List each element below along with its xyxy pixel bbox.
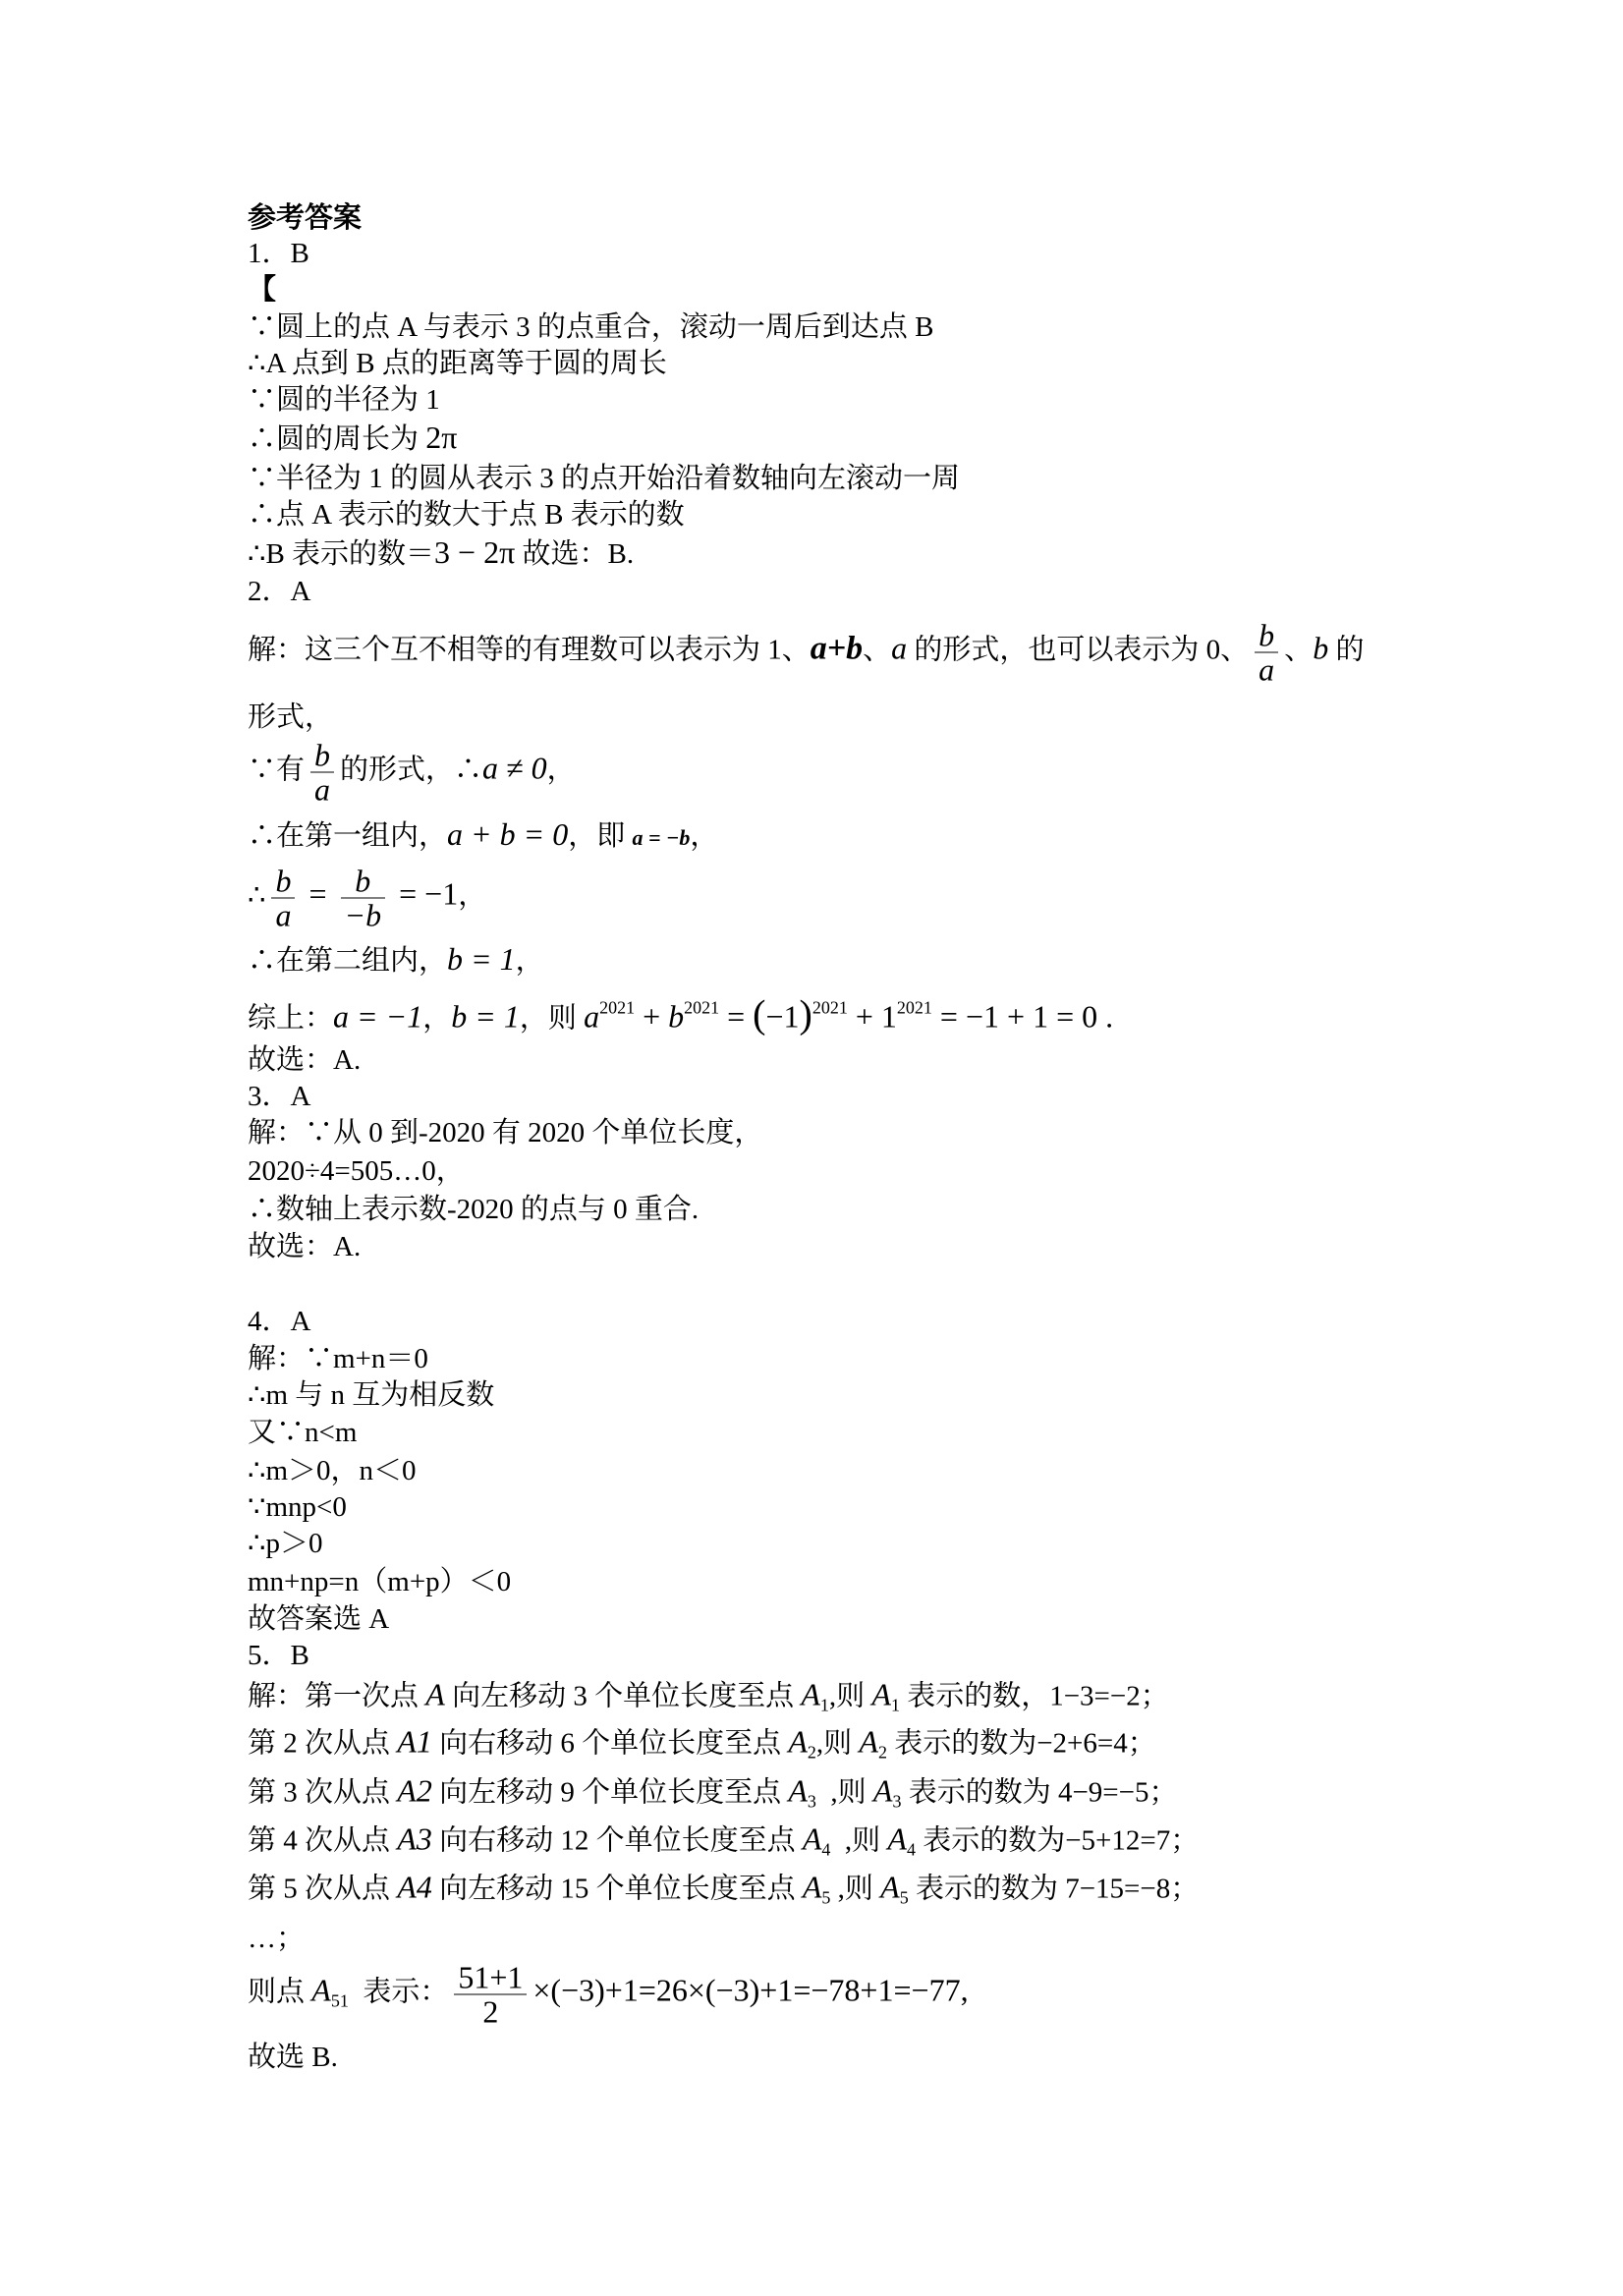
q5-step-2-text-4: 表示的数为−2+6=4； (886, 1727, 1156, 1760)
fraction-denominator: a (314, 771, 331, 808)
q5-step-4-text-1: 第 4 次从点 (248, 1824, 398, 1857)
q5-step-6-expression: ×(−3)+1=26×(−3)+1=−78+1=−77, (532, 1972, 969, 2008)
q5-step-1-text-3: ,则 (828, 1680, 872, 1712)
q5-conclusion: 故选 B. (248, 2042, 338, 2073)
q1-step-5: ∵半径为 1 的圆从表示 3 的点开始沿着数轴向左滚动一周 (248, 463, 961, 494)
q4-answer: 4．A (248, 1306, 311, 1337)
q5-step-6 (248, 1961, 969, 2029)
q4-step-4: ∴m＞0，n＜0 (248, 1455, 417, 1486)
q2-step-2-math: a ≠ 0 (482, 750, 547, 786)
q5-step-3-text-4: 表示的数为 4−9=−5； (901, 1776, 1178, 1809)
q2-step-3-text-2: ，即 (568, 820, 633, 852)
q2-step-3-math-2: a = −b (632, 825, 691, 850)
q2-step-3-math-1: a + b = 0 (447, 816, 569, 852)
q5-step-4-point-a-2: A (887, 1820, 907, 1857)
q2-step-1-continued: 形式， (248, 701, 334, 733)
q2-step-1 (248, 619, 1364, 687)
q1-step-7 (248, 533, 634, 573)
q5-step-6-point-a: A (311, 1972, 331, 2008)
q2-step-2 (248, 739, 576, 807)
q2-step-5-text-1: ∴在第二组内， (248, 945, 448, 977)
q2-step-2-text-2: 的形式，∴ (340, 754, 483, 786)
q5-step-1 (248, 1676, 1169, 1724)
q2-step-6-math-2: b = 1 (451, 998, 520, 1035)
q1-bracket: 【 (248, 274, 277, 306)
q5-step-4-subscript: 4 (821, 1839, 831, 1860)
q5-step-3-subscript-2: 3 (892, 1791, 902, 1812)
fraction-numerator: b (341, 865, 386, 899)
q2-step-6-right-paren: ) (799, 991, 812, 1036)
q5-step-4-point-a: A (802, 1820, 822, 1857)
q5-answer: 5．B (248, 1640, 309, 1671)
q5-step-4-text-2: 向右移动 12 个单位长度至点 (431, 1824, 803, 1857)
q2-step-6-equals-1: = (719, 998, 754, 1035)
q5-step-3-point-a: A (788, 1772, 808, 1809)
q2-step-6 (248, 989, 1113, 1037)
q1-step-7-tail: 故选：B. (515, 538, 635, 570)
q5-step-1-text-1: 解：第一次点 (248, 1680, 426, 1712)
q2-step-6-exponent-4: 2021 (896, 997, 932, 1018)
q2-step-2-text-1: ∵有 (248, 754, 306, 786)
q5-step-4-point: A3 (397, 1820, 432, 1857)
q1-step-2: ∴A 点到 B 点的距离等于圆的周长 (248, 348, 667, 379)
q2-step-1-text-5: 的 (1328, 634, 1365, 666)
q2-step-6-base-b: b (668, 998, 685, 1035)
q5-step-1-subscript-2: 1 (890, 1695, 900, 1715)
q5-step-5-point: A4 (397, 1869, 432, 1905)
q2-step-1-text-3: 的形式，也可以表示为 0、 (907, 634, 1250, 666)
q2-step-6-plus-2: + (847, 998, 881, 1035)
q4-step-1: 解：∵m+n＝0 (248, 1343, 428, 1374)
q5-step-2-text-2: 向右移动 6 个单位长度至点 (431, 1727, 789, 1760)
q4-step-3: 又∵n<m (248, 1417, 358, 1448)
q2-step-5-text-2: ， (515, 945, 544, 977)
q5-step-3-text-1: 第 3 次从点 (248, 1776, 398, 1809)
q5-step-5-subscript-2: 5 (899, 1887, 909, 1908)
q5-ellipsis: …； (248, 1923, 306, 1954)
q2-step-1-var-a: a (891, 630, 908, 666)
q1-step-1: ∵圆上的点 A 与表示 3 的点重合，滚动一周后到达点 B (248, 311, 934, 343)
q5-step-2-text-1: 第 2 次从点 (248, 1727, 398, 1760)
q5-step-3 (248, 1772, 1178, 1820)
q5-step-3-point: A2 (397, 1772, 432, 1809)
fraction-denominator: a (1259, 651, 1275, 688)
q5-step-4-text-4: 表示的数为−5+12=7； (915, 1824, 1200, 1857)
fraction-numerator: b (1255, 619, 1278, 653)
q5-step-2 (248, 1723, 1156, 1771)
q5-step-5-point-a-2: A (880, 1869, 900, 1905)
q2-step-3-text-1: ∴在第一组内， (248, 820, 448, 852)
q4-step-5: ∵mnp<0 (248, 1491, 347, 1523)
q2-step-4-result: = −1 (391, 875, 459, 912)
fraction-numerator: b (310, 739, 334, 773)
q1-step-4 (248, 419, 457, 458)
q3-conclusion: 故选：A. (248, 1231, 362, 1262)
q2-step-4-fraction-1 (271, 865, 295, 932)
q5-step-3-text-3: ,则 (815, 1776, 873, 1809)
q2-step-1-text-4: 、 (1284, 634, 1314, 666)
q5-step-2-point: A1 (397, 1723, 432, 1760)
q5-step-2-point-a: A (788, 1723, 808, 1760)
q2-step-6-neg-one: −1 (765, 998, 800, 1035)
fraction-numerator: 51+1 (454, 1961, 527, 1995)
q2-conclusion: 故选：A. (248, 1044, 362, 1076)
q2-step-3-text-3: ， (690, 820, 719, 852)
q2-step-6-result: = −1 + 1 = 0 (931, 998, 1098, 1035)
q4-conclusion: 故答案选 A (248, 1603, 390, 1635)
q1-step-4-math: 2π (425, 420, 458, 455)
q5-step-1-point-a-2: A (871, 1676, 891, 1712)
q5-step-2-point-a-2: A (859, 1723, 878, 1760)
q5-step-2-subscript: 2 (807, 1742, 816, 1763)
q2-step-6-period: . (1097, 998, 1114, 1035)
fraction-denominator: −b (344, 897, 382, 933)
q5-step-5-point-a: A (802, 1869, 822, 1905)
q2-step-1-expr-a-plus-b: a+b (810, 630, 864, 667)
fraction-numerator: b (271, 865, 295, 899)
q2-step-6-exponent-3: 2021 (812, 997, 848, 1018)
q2-answer: 2．A (248, 576, 311, 607)
q5-step-2-text-3: ,则 (815, 1727, 860, 1760)
q1-answer: 1．B (248, 238, 309, 269)
q5-step-3-point-a-2: A (872, 1772, 893, 1809)
q5-step-1-subscript: 1 (819, 1695, 829, 1715)
fraction-denominator: 2 (482, 1993, 499, 2030)
q2-step-6-base-a: a (584, 998, 600, 1035)
q5-step-1-text-4: 表示的数，1−3=−2； (899, 1680, 1169, 1712)
q3-answer: 3．A (248, 1081, 311, 1112)
q2-step-6-base-one: 1 (880, 998, 897, 1035)
q2-step-6-exponent-1: 2021 (599, 997, 636, 1018)
q5-step-2-subscript-2: 2 (877, 1742, 887, 1763)
q5-step-1-point-a: A (801, 1676, 820, 1712)
q5-step-5-text-4: 表示的数为 7−15=−8； (908, 1873, 1200, 1905)
q2-step-4-fraction-2 (341, 865, 386, 932)
q5-step-6-text-2: 表示： (348, 1976, 449, 2008)
q1-step-7-math: 3 − 2π (434, 534, 516, 570)
q2-step-6-math-1: a = −1 (333, 998, 423, 1035)
q2-step-4-text-1: ∴ (248, 879, 266, 912)
q2-step-5 (248, 940, 544, 980)
q2-step-1-text-1: 解：这三个互不相等的有理数可以表示为 1、 (248, 634, 811, 666)
q2-step-6-text-2: ， (422, 1002, 452, 1035)
q5-step-3-subscript: 3 (807, 1791, 816, 1812)
q5-step-1-point: A (425, 1676, 445, 1712)
q4-step-2: ∴m 与 n 互为相反数 (248, 1379, 495, 1411)
q2-step-4-text-2: ， (458, 879, 487, 912)
q5-step-5-subscript: 5 (821, 1887, 831, 1908)
q3-step-3: ∴数轴上表示数-2020 的点与 0 重合. (248, 1194, 700, 1225)
q5-step-5-text-3: ,则 (830, 1873, 881, 1905)
q2-step-3 (248, 815, 718, 857)
q5-step-4-subscript-2: 4 (906, 1839, 916, 1860)
q2-step-2-fraction (310, 739, 334, 807)
q2-step-1-text-2: 、 (863, 634, 892, 666)
q4-step-7: mn+np=n（m+p）＜0 (248, 1566, 512, 1597)
q5-step-3-text-2: 向左移动 9 个单位长度至点 (431, 1776, 789, 1809)
q2-step-2-text-3: ， (546, 754, 576, 786)
q5-step-4-text-3: ,则 (830, 1824, 888, 1857)
q1-step-6: ∴点 A 表示的数大于点 B 表示的数 (248, 499, 685, 531)
q5-step-6-fraction (454, 1961, 527, 2029)
q2-step-6-text-3: ，则 (519, 1002, 585, 1035)
q5-step-6-text-1: 则点 (248, 1976, 312, 2008)
q2-step-5-math: b = 1 (447, 941, 516, 977)
q2-step-6-exponent-2: 2021 (684, 997, 720, 1018)
q5-step-6-subscript: 51 (330, 1990, 349, 2011)
q2-step-1-fraction (1255, 619, 1278, 687)
q2-step-1-var-b: b (1313, 630, 1329, 666)
q4-step-6: ∴p＞0 (248, 1528, 323, 1559)
q5-step-5-text-2: 向左移动 15 个单位长度至点 (431, 1873, 803, 1905)
q2-step-6-left-paren: ( (753, 991, 766, 1036)
q1-step-7-text: ∴B 表示的数＝ (248, 538, 435, 570)
q3-step-2: 2020÷4=505…0， (248, 1155, 465, 1187)
q5-step-1-text-2: 向左移动 3 个单位长度至点 (444, 1680, 802, 1712)
q2-step-4 (248, 865, 486, 932)
q5-step-4 (248, 1820, 1199, 1869)
q5-step-5-text-1: 第 5 次从点 (248, 1873, 398, 1905)
q1-step-4-text: ∴圆的周长为 (248, 423, 426, 455)
q1-step-3: ∵圆的半径为 1 (248, 384, 440, 416)
q2-step-4-equals: = (301, 875, 335, 912)
fraction-denominator: a (275, 897, 292, 933)
q2-step-6-text-1: 综上： (248, 1002, 334, 1035)
q3-step-1: 解：∵从 0 到-2020 有 2020 个单位长度， (248, 1117, 763, 1148)
page-heading: 参考答案 (248, 202, 363, 234)
q5-step-5 (248, 1869, 1199, 1917)
q2-step-6-plus-1: + (635, 998, 669, 1035)
